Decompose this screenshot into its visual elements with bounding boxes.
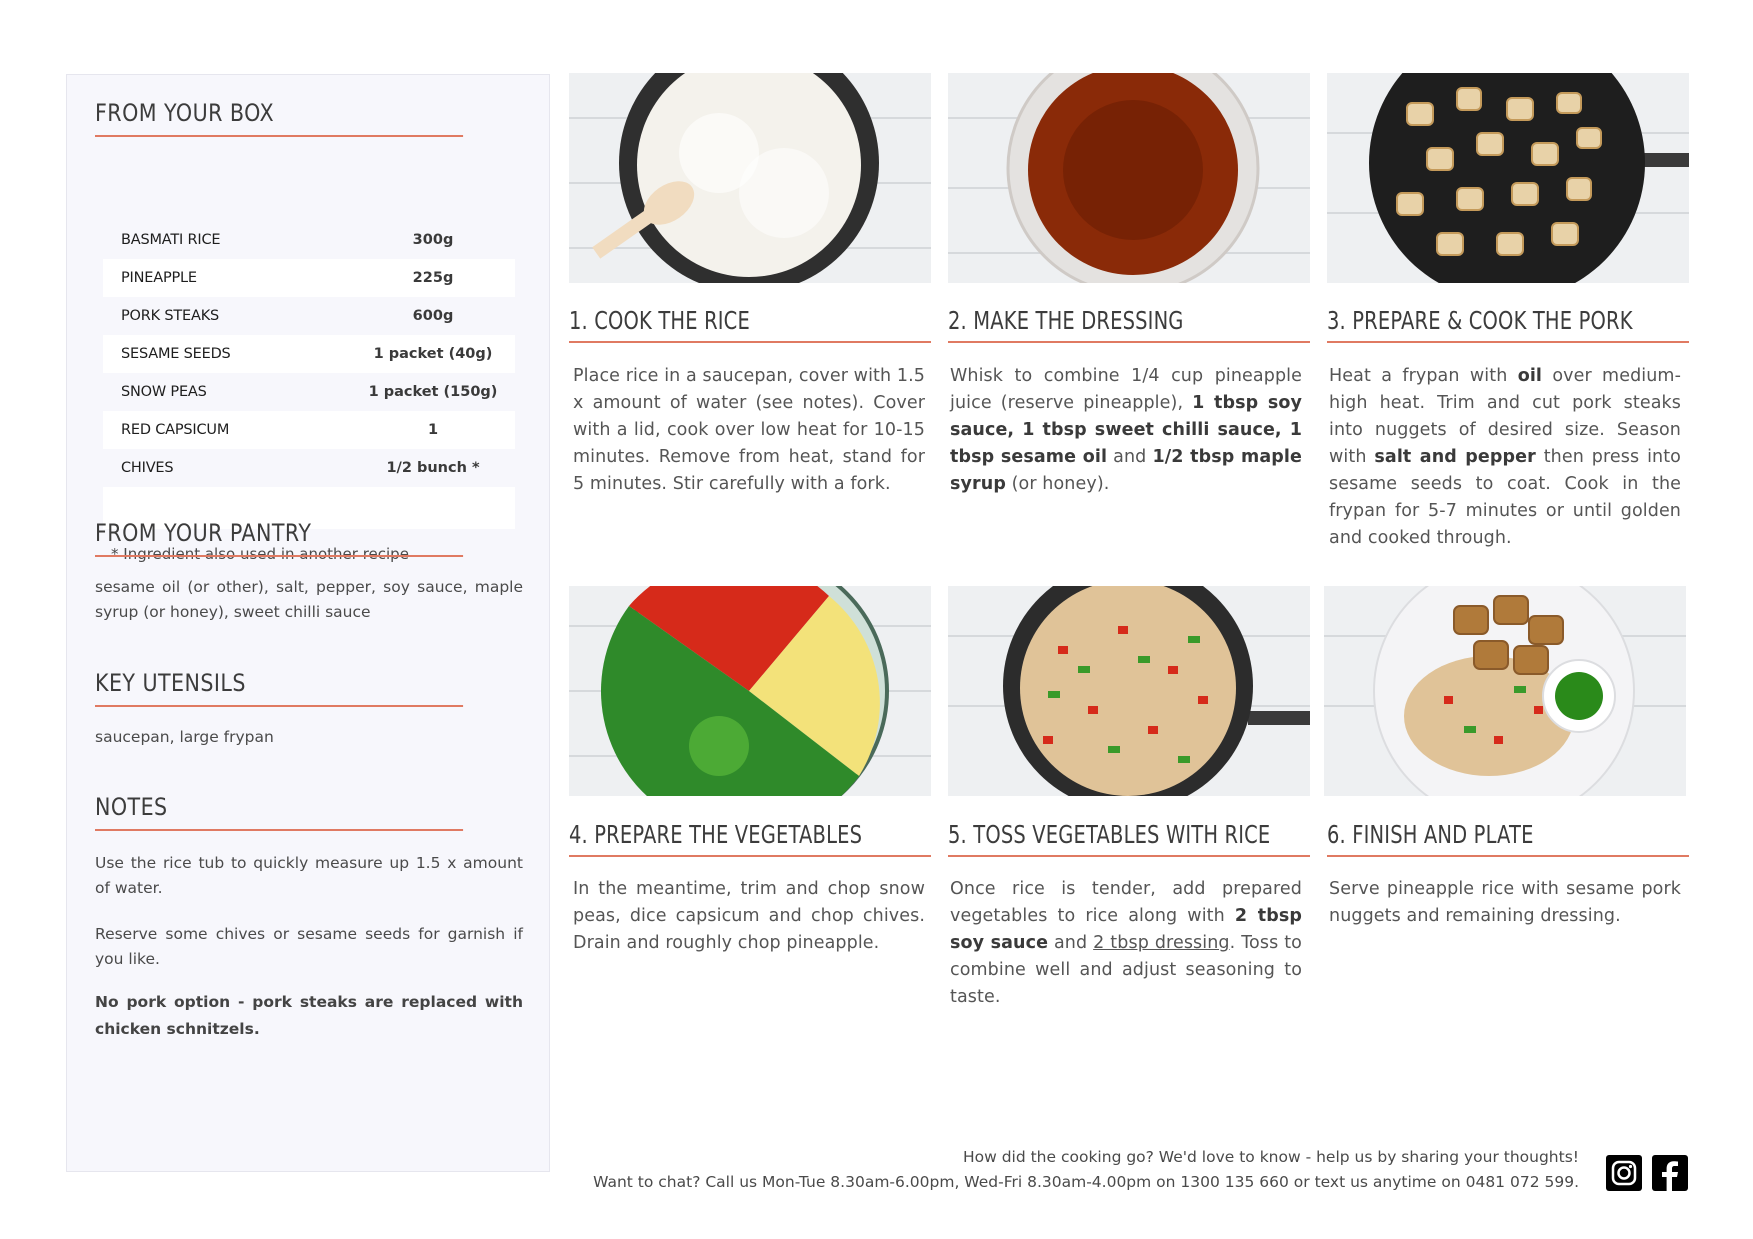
- ingredients-table: [103, 221, 515, 529]
- step-text: In the meantime, trim and chop snow peas, dice capsicum and chop chives. Drain and roughly chop pineapple.: [573, 879, 925, 953]
- step-text: (or honey).: [1005, 474, 1110, 494]
- ingredient-name: SNOW PEAS: [121, 384, 207, 400]
- step-1-image: [569, 73, 931, 283]
- ingredient-quantity: 300g: [412, 232, 454, 248]
- facebook-icon[interactable]: [1652, 1155, 1688, 1191]
- from-your-pantry-title: FROM YOUR PANTRY: [95, 519, 463, 557]
- step-text-underline: 2 tbsp dressing: [1093, 933, 1230, 953]
- ingredient-row: [103, 449, 515, 487]
- ingredient-name: CHIVES: [121, 460, 174, 476]
- step-6-image: [1324, 586, 1686, 796]
- ingredient-row: [103, 373, 515, 411]
- step-5-image: [948, 586, 1310, 796]
- ingredient-row: [103, 411, 515, 449]
- ingredients-sidebar: [66, 74, 550, 1172]
- notes-title: NOTES: [95, 793, 463, 831]
- ingredient-quantity: 225g: [351, 259, 515, 297]
- from-your-box-title: FROM YOUR BOX: [95, 99, 463, 137]
- step-5-title: [948, 820, 1310, 857]
- step-6-title-text: 6. FINISH AND PLATE: [1327, 820, 1534, 849]
- step-text-bold: 1 tbsp soy sauce, 1 tbsp sweet chilli sauce, 1 tbsp sesame oil: [950, 393, 1302, 467]
- pantry-text: sesame oil (or other), salt, pepper, soy sauce, maple syrup (or honey), sweet chilli sauce: [95, 578, 523, 621]
- step-3-image: [1327, 73, 1689, 283]
- step-6-title: [1327, 820, 1689, 857]
- ingredient-row: [103, 297, 515, 335]
- ingredient-quantity: 1/2 bunch *: [386, 460, 480, 476]
- step-5-body: [950, 876, 1302, 1011]
- step-text: Serve pineapple rice with sesame pork nuggets and remaining dressing.: [1329, 879, 1681, 926]
- ingredient-quantity: 1: [351, 411, 515, 449]
- ingredient-row: [103, 335, 515, 373]
- step-text-bold: 2 tbsp soy sauce: [950, 906, 1302, 953]
- step-text: over medium-high heat. Trim and cut pork steaks into nuggets of desired size. Season with: [1329, 366, 1681, 467]
- step-1-title: [569, 306, 931, 343]
- footer-contact-text: Want to chat? Call us Mon-Tue 8.30am-6.00pm, Wed-Fri 8.30am-4.00pm on 1300 135 660 or text us anytime on 0481 072 599.: [593, 1173, 1579, 1191]
- step-4-body: [573, 876, 925, 957]
- step-3-title-text: 3. PREPARE & COOK THE PORK: [1327, 306, 1633, 335]
- key-utensils-title: KEY UTENSILS: [95, 669, 463, 707]
- step-2-title: [948, 306, 1310, 343]
- step-text: Place rice in a saucepan, cover with 1.5 x amount of water (see notes). Cover with a lid, cook over low heat for 10-15 minutes. Remove from heat, stand for 5 minutes. Stir carefully with a fork.: [573, 366, 926, 494]
- step-text: . Toss to combine well and adjust seasoning to taste.: [950, 933, 1302, 1007]
- step-2-title-text: 2. MAKE THE DRESSING: [948, 306, 1184, 335]
- ingredient-name: BASMATI RICE: [121, 232, 221, 248]
- step-text: then press into sesame seeds to coat. Cook in the frypan for 5-7 minutes or until golden and cooked through.: [1329, 447, 1681, 548]
- step-3-body: [1329, 363, 1681, 552]
- step-4-title-text: 4. PREPARE THE VEGETABLES: [569, 820, 863, 849]
- ingredient-name: SESAME SEEDS: [103, 335, 351, 373]
- step-text-bold: 1/2 tbsp maple syrup: [950, 447, 1302, 494]
- ingredient-quantity: 1 packet (40g): [351, 335, 515, 373]
- footer-feedback-text: How did the cooking go? We'd love to know - help us by sharing your thoughts!: [962, 1148, 1579, 1166]
- step-4-image: [569, 586, 931, 796]
- step-text: and: [1107, 447, 1153, 467]
- note-item-bold: No pork option - pork steaks are replaced with chicken schnitzels.: [95, 993, 523, 1038]
- step-text: Whisk to combine 1/4 cup pineapple juice (reserve pineapple),: [950, 366, 1302, 413]
- ingredient-quantity: 1 packet (150g): [368, 384, 498, 400]
- step-2-image: [948, 73, 1310, 283]
- ingredient-name: RED CAPSICUM: [103, 411, 351, 449]
- instagram-icon[interactable]: [1606, 1155, 1642, 1191]
- ingredient-name: PORK STEAKS: [121, 308, 220, 324]
- step-text: Heat a frypan with: [1329, 366, 1518, 386]
- ingredient-name: PINEAPPLE: [103, 259, 351, 297]
- step-2-body: [950, 363, 1302, 498]
- ingredient-row: [103, 259, 515, 297]
- step-text: Once rice is tender, add prepared vegetables to rice along with: [950, 879, 1302, 926]
- ingredient-quantity: 600g: [412, 308, 454, 324]
- step-4-title: [569, 820, 931, 857]
- step-1-body: [573, 363, 925, 498]
- ingredient-row: [103, 221, 515, 259]
- step-6-body: [1329, 876, 1681, 930]
- step-text: and: [1048, 933, 1094, 953]
- step-3-title: [1327, 306, 1689, 343]
- step-5-title-text: 5. TOSS VEGETABLES WITH RICE: [948, 820, 1271, 849]
- step-1-title-text: 1. COOK THE RICE: [569, 306, 750, 335]
- note-item: Reserve some chives or sesame seeds for garnish if you like.: [95, 925, 523, 968]
- footnote: * Ingredient also used in another recipe: [111, 545, 409, 563]
- step-text-bold: salt and pepper: [1374, 447, 1536, 467]
- utensils-text: saucepan, large frypan: [95, 728, 274, 746]
- note-item: Use the rice tub to quickly measure up 1.5 x amount of water.: [95, 854, 523, 897]
- step-text-bold: oil: [1517, 366, 1543, 386]
